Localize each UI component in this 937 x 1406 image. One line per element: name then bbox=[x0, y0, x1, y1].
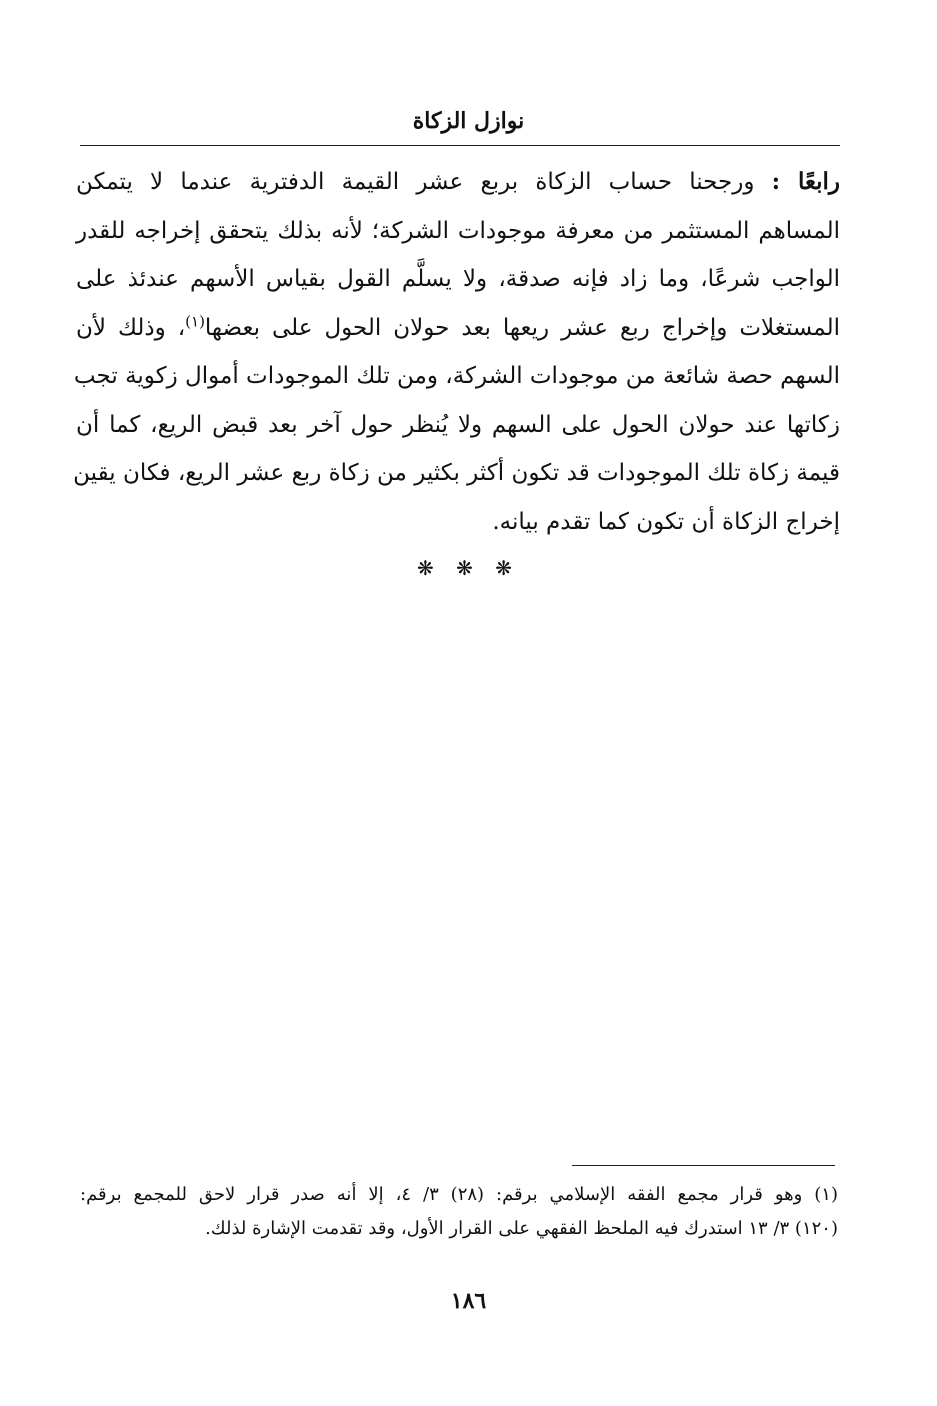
body-line-2: المساهم المستثمر من معرفة موجودات الشركة؛ لأنه بذلك يتحقق إخراجه للقدر bbox=[76, 217, 840, 244]
body-line-7: قيمة زكاة تلك الموجودات قد تكون أكثر بكثير من زكاة ربع عشر الريع، فكان يقين bbox=[73, 460, 840, 486]
section-separator: ❋ ❋ ❋ bbox=[417, 556, 520, 580]
footnote-rule bbox=[572, 1165, 835, 1166]
body-line-3: الواجب شرعًا، وما زاد فإنه صدقة، ولا يسلَّم القول بقياس الأسهم عندئذ على bbox=[76, 266, 840, 292]
body-text bbox=[73, 158, 841, 546]
body-line-1: رابعًا : ورجحنا حساب الزكاة بربع عشر القيمة الدفترية عندما لا يتمكن bbox=[76, 168, 841, 195]
footnotes bbox=[80, 1178, 838, 1246]
footnote-line-1: (١) وهو قرار مجمع الفقه الإسلامي برقم: (٢٨) ٣/ ٤، إلا أنه صدر قرار لاحق للمجمع برقم: bbox=[80, 1184, 838, 1205]
footnote-reference[interactable]: (١) bbox=[185, 311, 205, 330]
footnote-line-2: (١٢٠) ٣/ ١٣ استدرك فيه الملحظ الفقهي على القرار الأول، وقد تقدمت الإشارة لذلك. bbox=[205, 1218, 838, 1239]
header-rule bbox=[80, 145, 840, 146]
paragraph-lead: رابعًا : bbox=[771, 168, 841, 195]
body-line-4: المستغلات وإخراج ربع عشر ريعها بعد حولان الحول على بعضها$^{(١)}$، وذلك لأن bbox=[76, 311, 840, 341]
body-paragraph bbox=[73, 158, 841, 546]
body-line-6: زكاتها عند حولان الحول على السهم ولا يُنظر حول آخر بعد قبض الريع، كما أن bbox=[76, 411, 840, 438]
running-header: نوازل الزكاة bbox=[412, 108, 525, 134]
body-line-8: إخراج الزكاة أن تكون كما تقدم بيانه. bbox=[492, 508, 840, 535]
body-line-5: السهم حصة شائعة من موجودات الشركة، ومن تلك الموجودات أموال زكوية تجب bbox=[73, 363, 840, 389]
page-number: ١٨٦ bbox=[450, 1288, 487, 1314]
